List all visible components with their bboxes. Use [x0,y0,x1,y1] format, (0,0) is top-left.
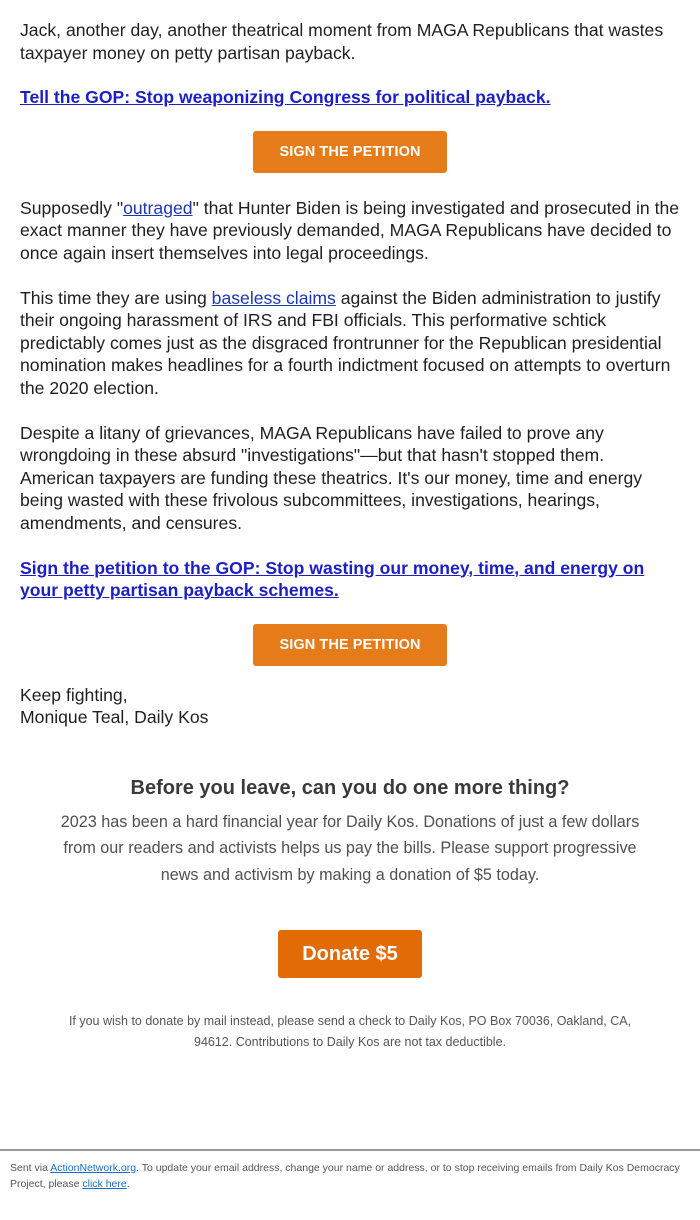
sign-petition-button-bottom[interactable]: SIGN THE PETITION [253,624,447,666]
footer-text-part: Sent via [10,1162,51,1174]
paragraph-baseless-claims [20,287,680,400]
actionnetwork-link[interactable]: ActionNetwork.org [50,1162,137,1174]
donate-appeal-text: 2023 has been a hard financial year for Daily Kos. Donations of just a few dollars from our readers and activists helps us pay the bills. Please support progressive news and activism by making a donation of $5 today. [60,812,640,884]
cta-link-weaponizing[interactable]: Tell the GOP: Stop weaponizing Congress for political payback. [20,87,551,107]
signoff-line: Keep fighting, [20,684,128,705]
outraged-link[interactable]: outraged [123,197,193,218]
footer-text-part: . To update your email address, change your name or address, or to stop receiving emails from Daily Kos Democracy Project, please [10,1162,680,1190]
paragraph-text: Supposedly " [20,197,124,218]
donate-button[interactable]: Donate $5 [278,930,422,978]
baseless-claims-link[interactable]: baseless claims [211,287,336,308]
donate-section [0,777,700,1054]
sign-petition-button-top[interactable]: SIGN THE PETITION [253,131,447,173]
signoff [20,684,680,729]
cta-link-wasting[interactable]: Sign the petition to the GOP: Stop wasting our money, time, and energy on your petty partisan payback schemes. [20,557,645,600]
email-footer [0,1149,700,1220]
unsubscribe-click-here-link[interactable]: click here [82,1177,127,1190]
paragraph-outraged [20,197,680,265]
footer-text [0,1151,700,1192]
paragraph-grievances: Despite a litany of grievances, MAGA Republicans have failed to prove any wrongdoing in these absurd "investigations"—but that hasn't stopped them. American taxpayers are funding these theatrics. It's our money, time and energy being wasted with these frivolous subcommittees, investigations, hearings, amendments, and censures. [20,422,643,533]
paragraph-text: " that Hunter Biden is being investigated and prosecuted in the exact manner they have previously demanded, MAGA Republicans have decided to once again insert themselves into legal proceedings. [20,197,680,263]
footer-text-part: . [126,1177,130,1190]
paragraph-text: This time they are using [20,287,212,308]
donate-heading: Before you leave, can you do one more thing? [130,776,570,799]
signature: Monique Teal, Daily Kos [20,707,209,727]
mail-donation-note: If you wish to donate by mail instead, please send a check to Daily Kos, PO Box 70036, Oakland, CA, 94612. Contributions to Daily Kos are not tax deductible. [68,1014,632,1049]
intro-paragraph: Jack, another day, another theatrical moment from MAGA Republicans that wastes taxpayer money on petty partisan payback. [20,20,664,63]
paragraph-text: against the Biden administration to justify their ongoing harassment of IRS and FBI officials. This performative schtick predictably comes just as the disgraced frontrunner for the Republican presidential nomination makes headlines for a fourth indictment focused on attempts to overturn the 2020 election. [20,287,671,398]
